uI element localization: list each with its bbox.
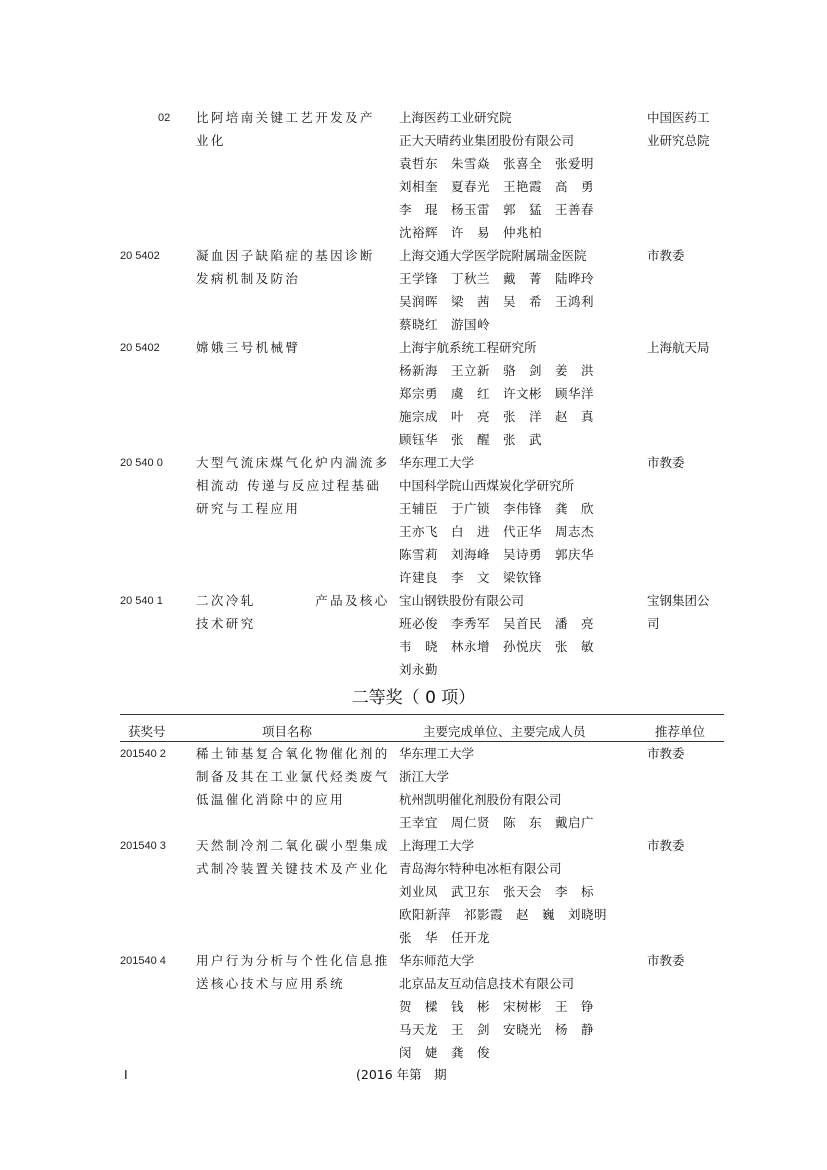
completion-people-line: 王亦飞 白 进 代正华 周志杰: [399, 524, 595, 539]
recommender-unit: 市教委: [647, 248, 685, 263]
project-name-line: 用户行为分析与个性化信息推: [196, 953, 390, 968]
recommender-unit: 市教委: [647, 746, 685, 761]
completion-unit: 青岛海尔特种电冰柜有限公司: [399, 861, 562, 876]
project-name-line: 发病机制及防治: [196, 271, 301, 286]
project-name-line: 天然制冷剂二氧化碳小型集成: [196, 838, 390, 853]
completion-unit: 上海医药工业研究院: [399, 110, 512, 125]
completion-people-line: 班必俊 李秀军 吴首民 潘 亮: [399, 616, 595, 631]
project-name-line: 技术研究: [196, 616, 256, 631]
completion-people-line: 张 华 任开龙: [399, 930, 491, 945]
award-number: 201540 3: [120, 840, 166, 852]
award-number: 20 540 1: [120, 595, 163, 607]
project-name-line: 业化: [196, 133, 226, 148]
header-recommender: 推荐单位: [655, 724, 706, 739]
completion-unit: 浙江大学: [399, 769, 450, 784]
completion-unit: 华东师范大学: [399, 953, 475, 968]
completion-people-line: 刘业凤 武卫东 张天会 李 标: [399, 884, 595, 899]
completion-people-line: 吴润晖 梁 茜 吴 希 王鸿利: [399, 294, 595, 309]
table-header-rule: [120, 741, 724, 742]
completion-people-line: 马天龙 王 剑 安晓光 杨 静: [399, 1022, 595, 1037]
footer-page-number: I: [124, 1067, 128, 1082]
completion-people-line: 韦 晓 林永增 孙悦庆 张 敏: [399, 639, 595, 654]
completion-people-line: 王学锋 丁秋兰 戴 菁 陆晔玲: [399, 271, 595, 286]
completion-people-line: 顾钰华 张 醒 张 武: [399, 432, 543, 447]
completion-people-line: 刘相奎 夏春光 王艳霞 高 勇: [399, 179, 595, 194]
completion-people-line: 王辅臣 于广锁 李伟锋 龚 欣: [399, 501, 595, 516]
project-name-line: 大型气流床煤气化炉内湍流多: [196, 455, 390, 470]
completion-people-line: 陈雪莉 刘海峰 吴诗勇 郭庆华: [399, 547, 595, 562]
recommender-unit: 市教委: [647, 838, 685, 853]
completion-people-line: 刘永勤: [399, 662, 439, 677]
recommender-unit: 业研究总院: [647, 133, 710, 148]
project-name-line: 凝血因子缺陷症的基因诊断: [196, 248, 375, 263]
completion-people-line: 李 琨 杨玉雷 郭 猛 王善春: [399, 202, 595, 217]
project-name-line: 二次冷轧 产品及核心: [196, 593, 390, 608]
table-top-rule: [120, 714, 724, 715]
recommender-unit: 中国医药工: [647, 110, 710, 125]
completion-unit: 中国科学院山西煤炭化学研究所: [399, 478, 575, 493]
second-prize-title: 二等奖（ 0 项）: [351, 688, 476, 708]
project-name-line: 相流动 传递与反应过程基础: [196, 478, 382, 493]
award-number: 20 5402: [120, 342, 160, 354]
completion-people-line: 郑宗勇 虞 红 许文彬 顾华洋: [399, 386, 595, 401]
award-number: 201540 2: [120, 748, 166, 760]
recommender-unit: 宝钢集团公: [647, 593, 710, 608]
completion-unit: 上海宇航系统工程研究所: [399, 340, 537, 355]
completion-people-line: 沈裕辉 许 易 仲兆柏: [399, 225, 543, 240]
completion-unit: 杭州凯明催化剂股份有限公司: [399, 792, 562, 807]
completion-unit: 上海理工大学: [399, 838, 475, 853]
completion-people-line: 许建良 李 文 梁钦锋: [399, 570, 543, 585]
completion-unit: 华东理工大学: [399, 746, 475, 761]
completion-unit: 北京品友互动信息技术有限公司: [399, 976, 575, 991]
completion-people-line: 王幸宜 周仁贤 陈 东 戴启广: [399, 815, 595, 830]
completion-unit: 华东理工大学: [399, 455, 475, 470]
award-number: 20 540 0: [120, 457, 163, 469]
award-number: 02: [158, 112, 171, 124]
completion-people-line: 杨新海 王立新 骆 剑 姜 洪: [399, 363, 595, 378]
recommender-unit: 上海航天局: [647, 340, 710, 355]
recommender-unit: 市教委: [647, 455, 685, 470]
award-number: 20 5402: [120, 250, 160, 262]
completion-people-line: 袁哲东 朱雪焱 张喜全 张爱明: [399, 156, 595, 171]
completion-people-line: 蔡晓红 游国岭: [399, 317, 491, 332]
header-project-name: 项目名称: [262, 724, 313, 739]
completion-people-line: 施宗成 叶 亮 张 洋 赵 真: [399, 409, 595, 424]
completion-people-line: 贺 樑 钱 彬 宋树彬 王 铮: [399, 999, 595, 1014]
award-number: 201540 4: [120, 955, 166, 967]
project-name-line: 稀土铈基复合氧化物催化剂的: [196, 746, 390, 761]
completion-unit: 宝山钢铁股份有限公司: [399, 593, 525, 608]
recommender-unit: 市教委: [647, 953, 685, 968]
project-name-line: 送核心技术与应用系统: [196, 976, 346, 991]
project-name-line: 研究与工程应用: [196, 501, 301, 516]
project-name-line: 比阿培南关键工艺开发及产: [196, 110, 375, 125]
project-name-line: 制备及其在工业氯代烃类废气: [196, 769, 390, 784]
completion-people-line: 闵 婕 龚 俊: [399, 1045, 491, 1060]
completion-people-line: 欧阳新萍 祁影霞 赵 巍 刘晓明: [399, 907, 608, 922]
project-name-line: 嫦娥三号机械臂: [196, 340, 301, 355]
header-award-number: 获奖号: [128, 724, 166, 739]
recommender-unit: 司: [647, 616, 660, 631]
footer-issue: (2016 年第 期: [356, 1067, 447, 1082]
header-units-people: 主要完成单位、主要完成人员: [423, 724, 586, 739]
project-name-line: 式制冷装置关键技术及产业化: [196, 861, 390, 876]
completion-unit: 上海交通大学医学院附属瑞金医院: [399, 248, 587, 263]
completion-unit: 正大天晴药业集团股份有限公司: [399, 133, 575, 148]
project-name-line: 低温催化消除中的应用: [196, 792, 346, 807]
